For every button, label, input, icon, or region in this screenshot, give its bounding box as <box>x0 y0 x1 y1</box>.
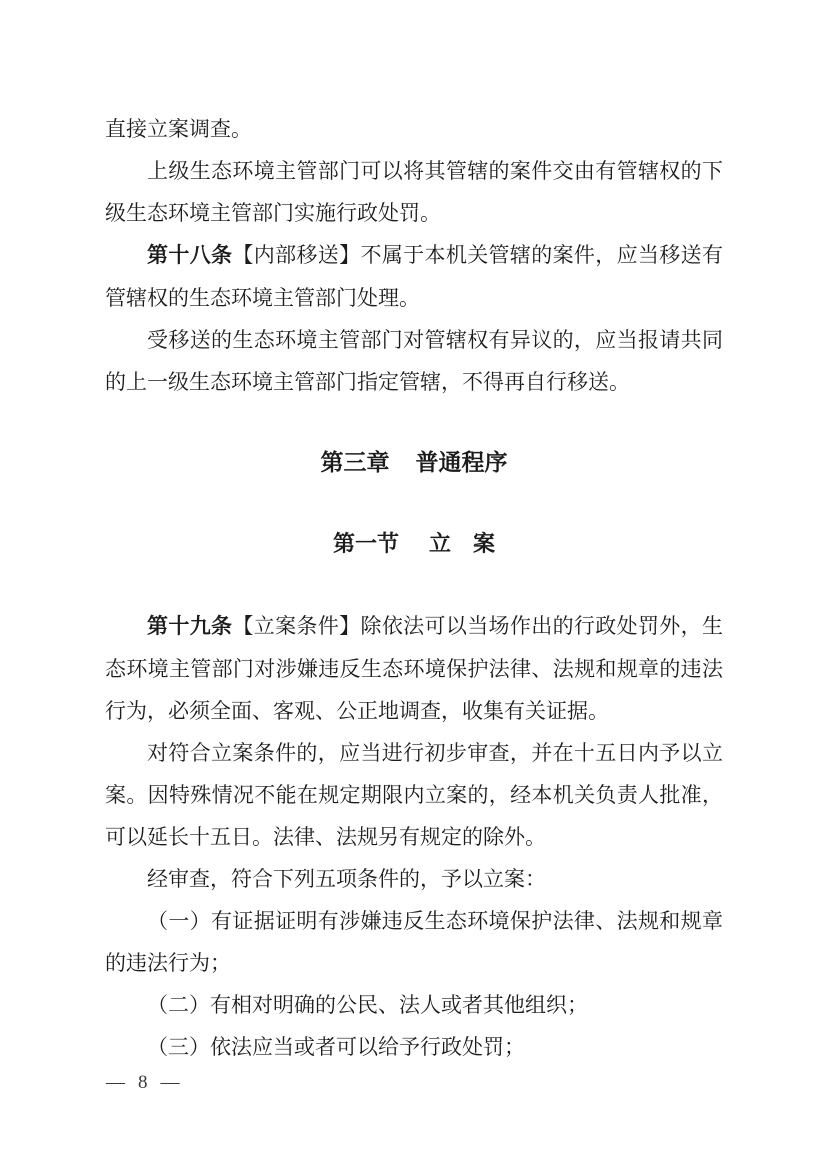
article-18-number: 第十八条 <box>147 244 233 267</box>
section-title: 立 案 <box>429 531 496 556</box>
list-item-one: （一）有证据证明有涉嫌违反生态环境保护法律、法规和规章的违法行为； <box>105 909 723 975</box>
paragraph-article-18 <box>105 234 723 319</box>
paragraph-delegation: 上级生态环境主管部门可以将其管辖的案件交由有管辖权的下级生态环境主管部门实施行政处罚。 <box>105 159 723 225</box>
chapter-heading <box>105 441 723 483</box>
list-item-three: （三）依法应当或者可以给予行政处罚； <box>147 1035 525 1059</box>
footer-left-dash: — <box>106 1072 125 1093</box>
paragraph-article-19 <box>105 605 723 732</box>
section-heading <box>105 523 723 565</box>
list-item-two: （二）有相对明确的公民、法人或者其他组织； <box>147 993 588 1017</box>
article-18-text: 【内部移送】不属于本机关管辖的案件，应当移送有管辖权的生态环境主管部门处理。 <box>105 243 724 310</box>
section-number: 第一节 <box>332 531 399 556</box>
chapter-title: 普通程序 <box>415 449 508 475</box>
article-19-number: 第十九条 <box>147 615 233 638</box>
chapter-number: 第三章 <box>320 449 390 475</box>
paragraph-transfer-dispute: 受移送的生态环境主管部门对管辖权有异议的，应当报请共同的上一级生态环境主管部门指定管辖，不得再自行移送。 <box>105 328 723 394</box>
page-footer <box>106 1072 180 1094</box>
page-number: 8 <box>138 1072 148 1093</box>
page-body <box>105 108 723 1068</box>
paragraph-preliminary-review: 对符合立案条件的，应当进行初步审查，并在十五日内予以立案。因特殊情况不能在规定期限内立案的，经本机关负责人批准，可以延长十五日。法律、法规另有规定的除外。 <box>105 741 723 849</box>
paragraph-five-conditions-lead: 经审查，符合下列五项条件的，予以立案： <box>147 867 546 891</box>
paragraph-continuation: 直接立案调查。 <box>105 117 252 141</box>
article-19-text: 【立案条件】除依法可以当场作出的行政处罚外，生态环境主管部门对涉嫌违反生态环境保护法律、法规和规章的违法行为，必须全面、客观、公正地调查，收集有关证据。 <box>105 614 724 723</box>
footer-right-dash: — <box>160 1072 180 1093</box>
